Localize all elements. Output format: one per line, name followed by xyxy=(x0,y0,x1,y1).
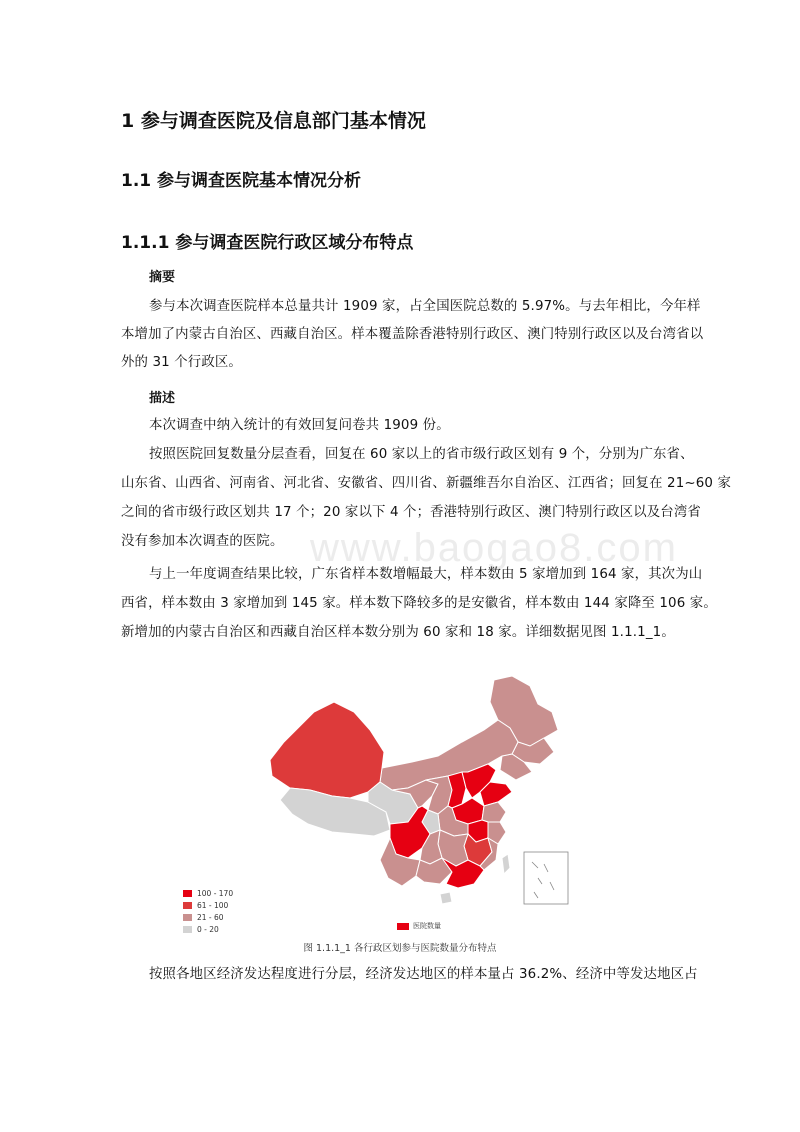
description-line: 新增加的内蒙古自治区和西藏自治区样本数分别为 60 家和 18 家。详细数据见图 1.1.1_1。 xyxy=(121,625,675,640)
description-line: 本次调查中纳入统计的有效回复问卷共 1909 份。 xyxy=(149,418,450,433)
legend-swatch xyxy=(183,902,192,909)
legend-swatch xyxy=(183,890,192,897)
legend-item xyxy=(183,913,224,922)
description-line: 按照医院回复数量分层查看，回复在 60 家以上的省市级行政区划有 9 个，分别为广东省、 xyxy=(149,447,694,462)
legend-label: 100 - 170 xyxy=(197,889,234,898)
description-line: 西省，样本数由 3 家增加到 145 家。样本数下降较多的是安徽省，样本数由 144 家降至 106 家。 xyxy=(121,596,717,611)
map-region-hainan xyxy=(440,892,452,904)
summary-line: 外的 31 个行政区。 xyxy=(121,355,242,370)
description-line: 之间的省市级行政区划共 17 个；20 家以下 4 个；香港特别行政区、澳门特别行政区以及台湾省 xyxy=(121,505,701,520)
legend-swatch xyxy=(183,914,192,921)
summary-line: 参与本次调查医院样本总量共计 1909 家，占全国医院总数的 5.97%。与去年相比，今年样 xyxy=(149,299,701,314)
legend-item xyxy=(183,925,219,934)
description-line: 山东省、山西省、河南省、河北省、安徽省、四川省、新疆维吾尔自治区、江西省；回复在 21~60 家 xyxy=(121,476,732,491)
legend-label: 61 - 100 xyxy=(197,901,229,910)
legend-label: 0 - 20 xyxy=(197,925,219,934)
description-line: 没有参加本次调查的医院。 xyxy=(121,534,284,549)
watermark: www.baogao8.com xyxy=(310,526,678,570)
description-line: 与上一年度调查结果比较，广东省样本数增幅最大，样本数由 5 家增加到 164 家，其次为山 xyxy=(149,567,703,582)
section-heading-1-1-1: 1.1.1 参与调查医院行政区域分布特点 xyxy=(121,233,414,253)
description-label: 描述 xyxy=(149,391,176,406)
series-legend-label: 医院数量 xyxy=(413,922,441,930)
china-hospital-map xyxy=(262,672,572,912)
series-legend xyxy=(397,921,441,931)
map-region-xinjiang xyxy=(270,702,384,798)
figure-caption: 图 1.1.1_1 各行政区划参与医院数量分布特点 xyxy=(303,943,497,954)
closing-paragraph-line: 按照各地区经济发达程度进行分层，经济发达地区的样本量占 36.2%、经济中等发达地区占 xyxy=(149,967,698,982)
legend-item xyxy=(183,901,228,910)
legend-label: 21 - 60 xyxy=(197,913,224,922)
section-heading-1-1: 1.1 参与调查医院基本情况分析 xyxy=(121,171,362,191)
section-heading-1: 1 参与调查医院及信息部门基本情况 xyxy=(121,110,426,132)
legend-item xyxy=(183,889,233,898)
summary-label: 摘要 xyxy=(149,270,176,285)
map-region-taiwan xyxy=(502,854,510,874)
legend-swatch xyxy=(183,926,192,933)
south-china-sea-islands xyxy=(532,862,554,898)
series-legend-swatch xyxy=(397,923,409,930)
summary-line: 本增加了内蒙古自治区、西藏自治区。样本覆盖除香港特别行政区、澳门特别行政区以及台湾省以 xyxy=(121,327,704,342)
south-china-sea-inset xyxy=(524,852,568,904)
